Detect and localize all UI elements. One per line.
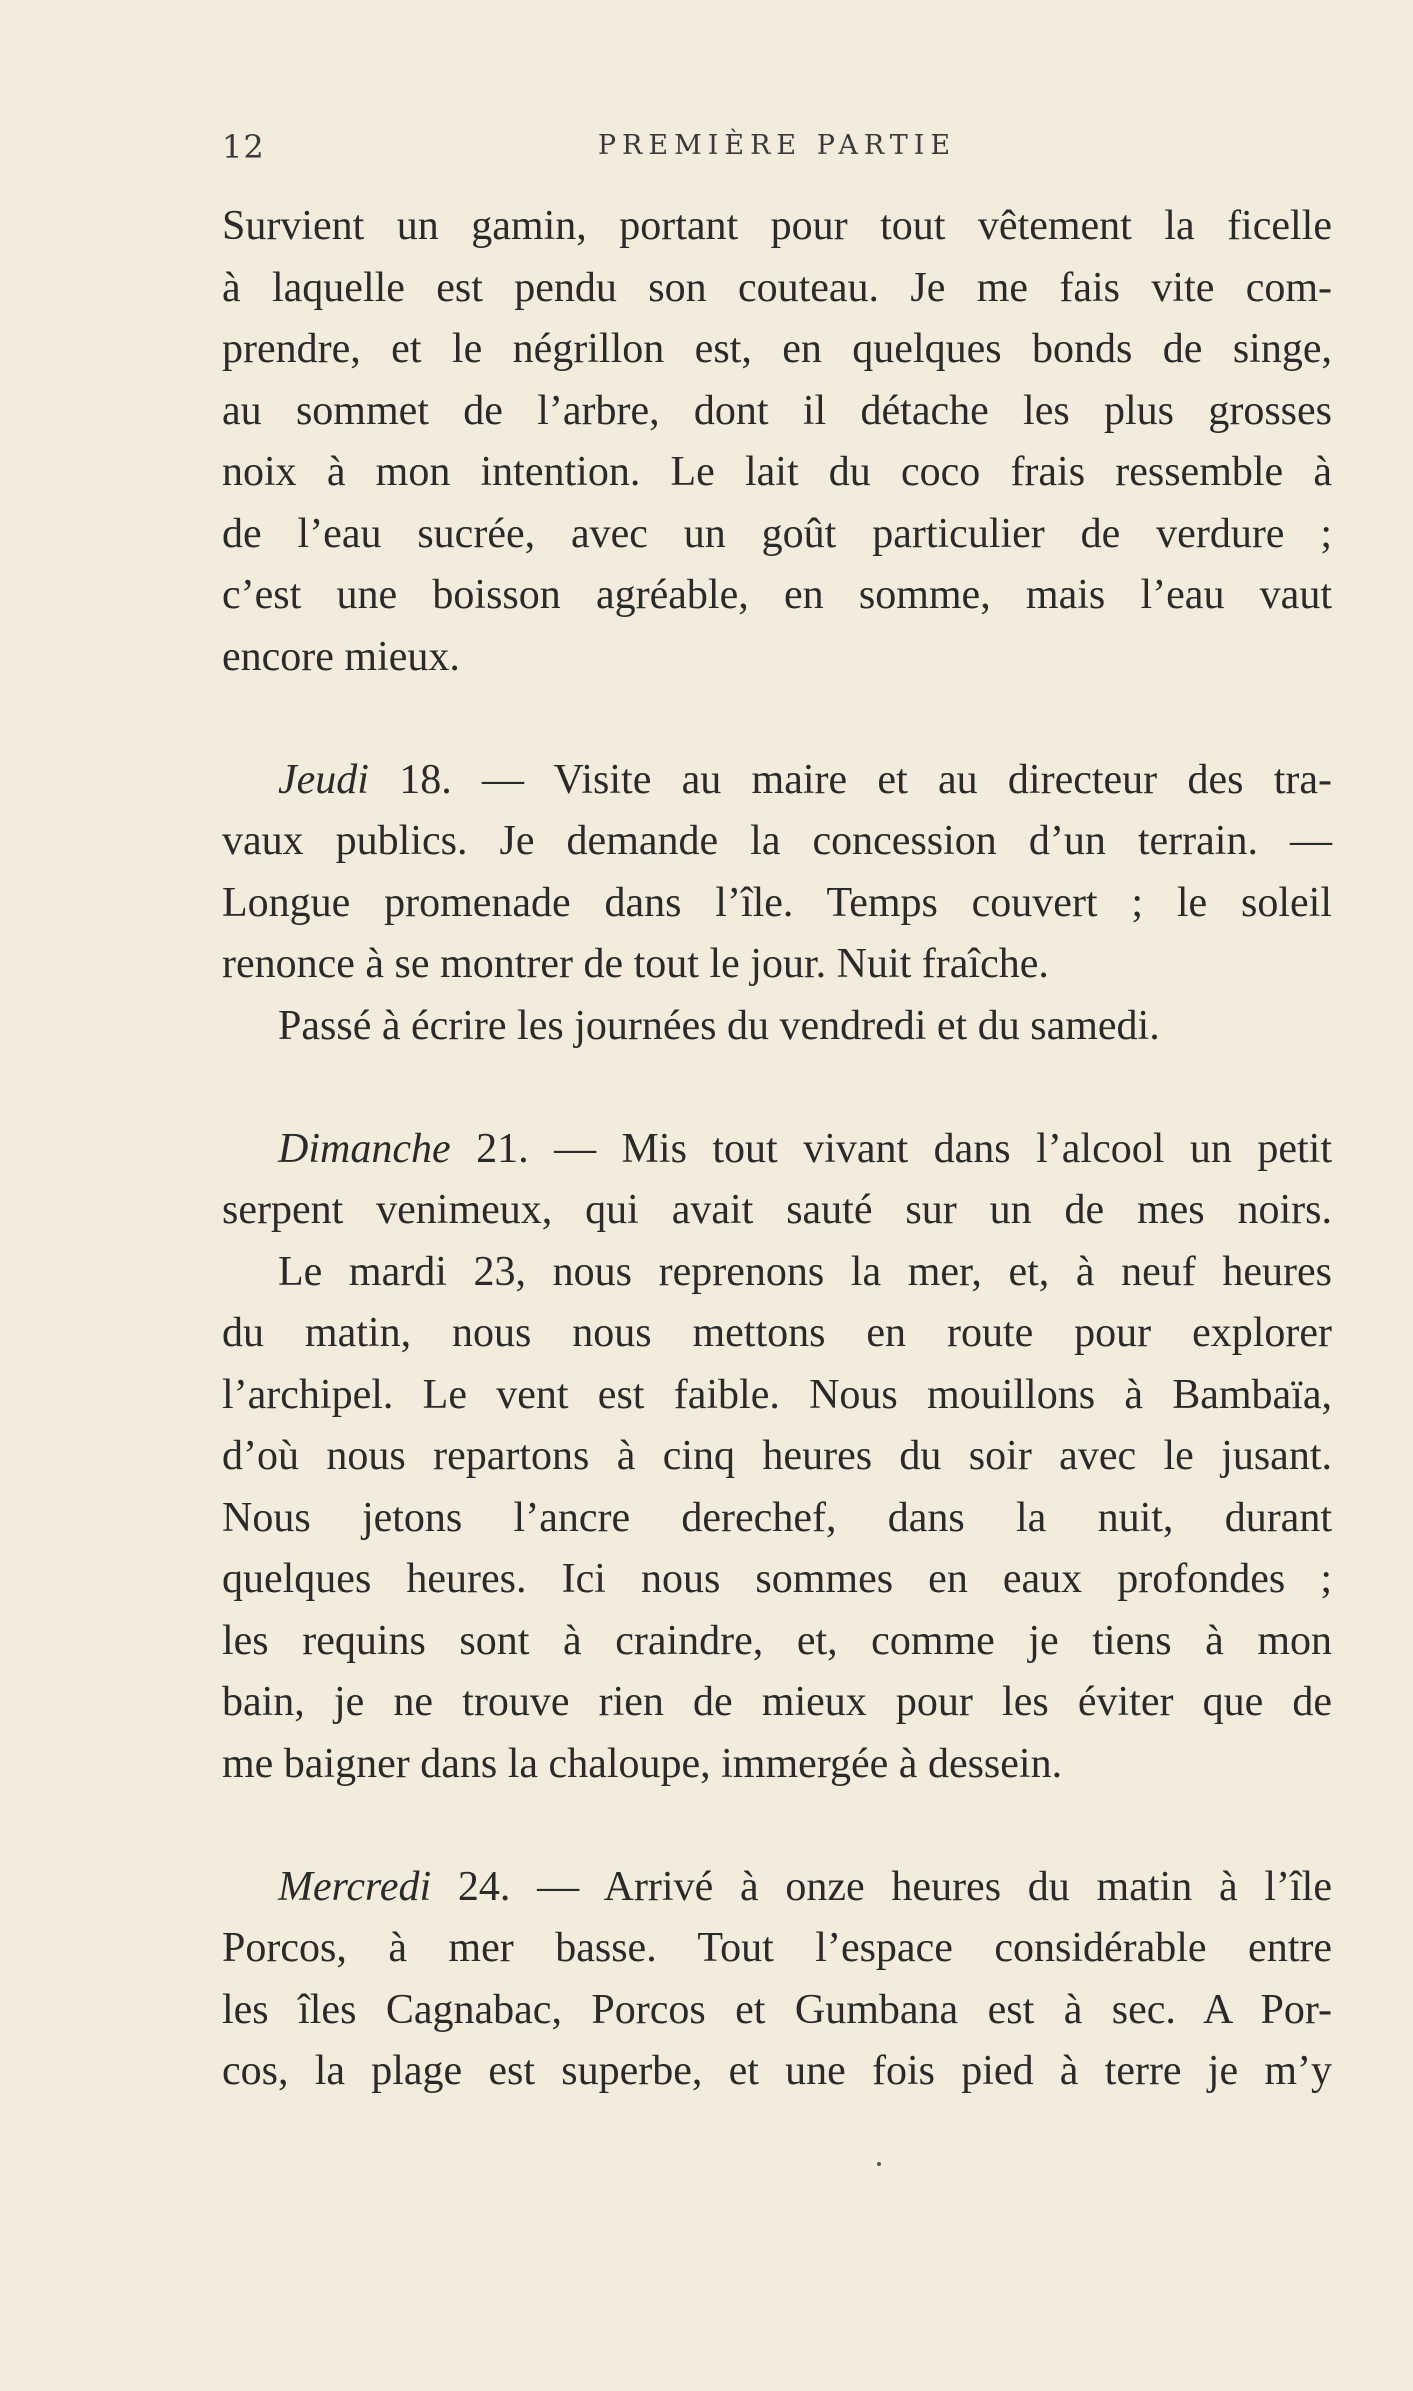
text-line: Le mardi 23, nous reprenons la mer, et, à neuf heures <box>278 1248 1332 1295</box>
text-line: serpent venimeux, qui avait sauté sur un de mes noirs. <box>222 1187 1332 1233</box>
text-line: encore mieux. <box>222 633 460 680</box>
text-line: c’est une boisson agréable, en somme, mais l’eau vaut <box>222 572 1332 618</box>
print-speck <box>877 2162 881 2166</box>
text-line: Passé à écrire les journées du vendredi et du samedi. <box>278 1002 1160 1049</box>
day-name: Jeudi <box>278 756 369 803</box>
entry-first-line <box>222 750 1332 812</box>
text-line: Longue promenade dans l’île. Temps couvert ; le soleil <box>222 879 1332 926</box>
day-name: Mercredi <box>278 1863 432 1910</box>
day-name: Dimanche <box>278 1125 451 1172</box>
paragraph-gap <box>222 688 1332 750</box>
text-line: prendre, et le négrillon est, en quelques bonds de singe, <box>222 326 1332 372</box>
paragraph-gap <box>222 1057 1332 1119</box>
running-head <box>222 128 1332 168</box>
text-line: l’archipel. Le vent est faible. Nous mouillons à Bambaïa, <box>222 1371 1332 1418</box>
entry-text: 24. — Arrivé à onze heures du matin à l’île <box>431 1863 1332 1910</box>
text-line: me baigner dans la chaloupe, immergée à dessein. <box>222 1740 1063 1787</box>
entry-first-line <box>222 1119 1332 1181</box>
text-line: de l’eau sucrée, avec un goût particulier de verdure ; <box>222 510 1332 557</box>
text-line: bain, je ne trouve rien de mieux pour les éviter que de <box>222 1679 1332 1725</box>
text-line: quelques heures. Ici nous sommes en eaux profondes ; <box>222 1556 1332 1602</box>
running-title: PREMIÈRE PARTIE <box>597 130 957 161</box>
text-line: d’où nous repartons à cinq heures du soir avec le jusant. <box>222 1433 1332 1479</box>
text-line: Survient un gamin, portant pour tout vêtement la ficelle <box>222 203 1332 249</box>
text-line: noix à mon intention. Le lait du coco frais ressemble à <box>222 449 1332 495</box>
text-line: Porcos, à mer basse. Tout l’espace considérable entre <box>222 1925 1332 1971</box>
paragraph-gap <box>222 1795 1332 1857</box>
entry-text: 21. — Mis tout vivant dans l’alcool un petit <box>450 1125 1332 1172</box>
entry-first-line <box>222 1857 1332 1919</box>
text-line: du matin, nous nous mettons en route pour explorer <box>222 1310 1332 1356</box>
text-line: à laquelle est pendu son couteau. Je me fais vite com- <box>222 264 1332 311</box>
entry-text: 18. — Visite au maire et au directeur des tra- <box>368 756 1332 803</box>
text-line: cos, la plage est superbe, et une fois pied à terre je m’y <box>222 2048 1332 2094</box>
text-line: Nous jetons l’ancre derechef, dans la nuit, durant <box>222 1494 1332 1541</box>
text-line: les îles Cagnabac, Porcos et Gumbana est à sec. A Por- <box>222 1986 1332 2033</box>
text-line: au sommet de l’arbre, dont il détache les plus grosses <box>222 387 1332 434</box>
text-line: les requins sont à craindre, et, comme je tiens à mon <box>222 1617 1332 1664</box>
text-line: vaux publics. Je demande la concession d’un terrain. — <box>222 818 1332 864</box>
text-line: renonce à se montrer de tout le jour. Nuit fraîche. <box>222 941 1049 987</box>
page-number: 12 <box>222 128 265 166</box>
body-text <box>222 196 1332 2103</box>
